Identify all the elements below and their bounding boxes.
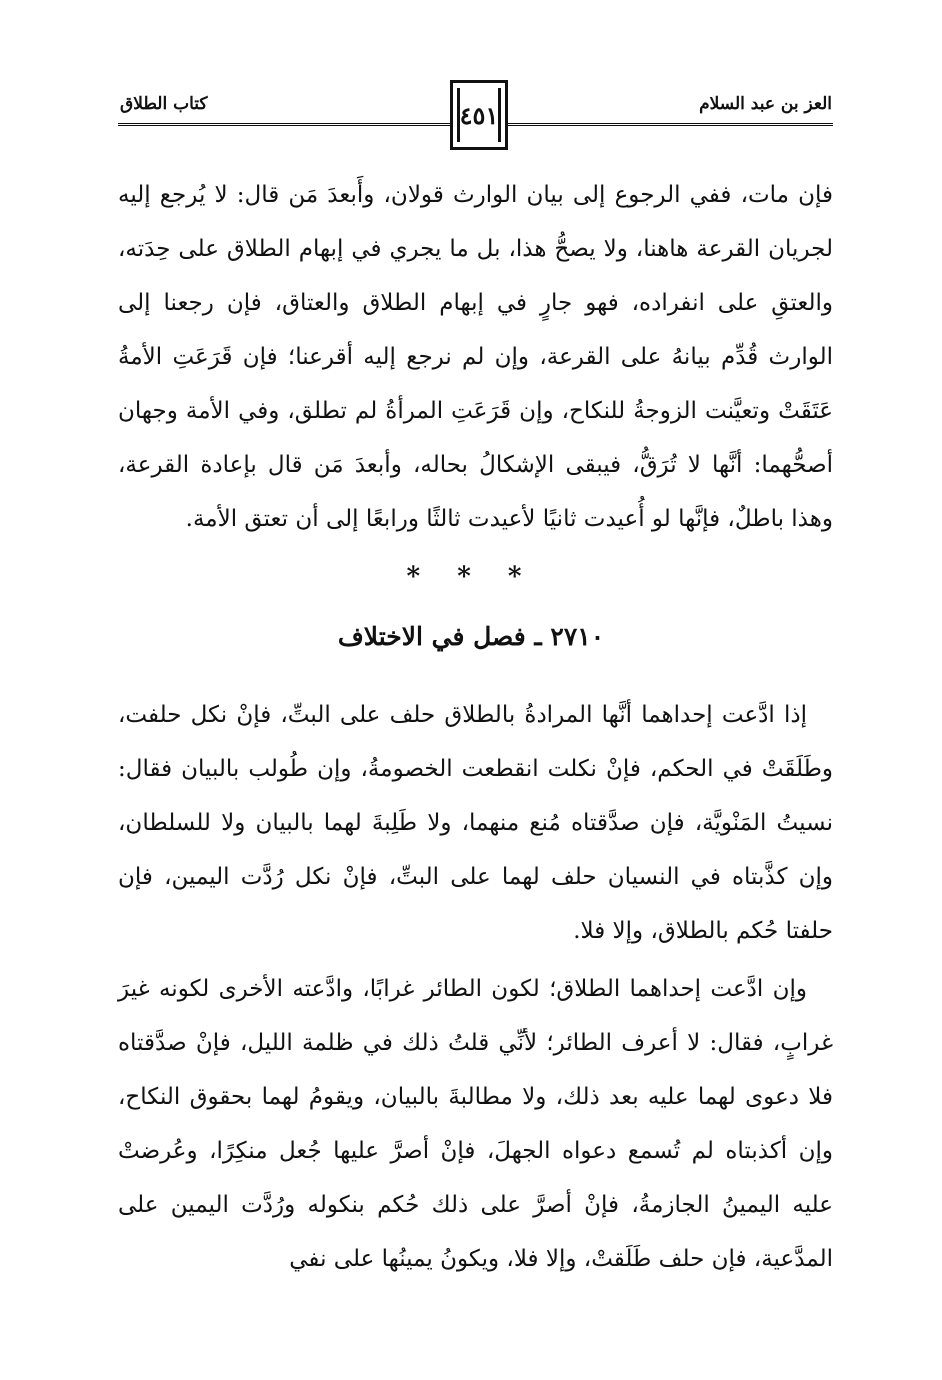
section-heading: ٢٧١٠ ـ فصل في الاختلاف <box>337 622 605 651</box>
paragraph-text: وإن ادَّعت إحداهما الطلاق؛ لكون الطائر غرابًا، وادَّعته الأخرى لكونه غيرَ غرابٍ، فقال: لا أعرف الطائر؛ لأنِّي قلتُ ذلك في ظلمة الليل، فإنْ صدَّقتاه فلا دعوى لهما عليه بعد ذلك، ولا مطالبةَ بالبيان، ويقومُ لهما بحقوق النكاح، وإن أكذبتاه لم تُسمع دعواه الجهلَ، فإنْ أصرَّ عليها جُعل منكِرًا، وعُرضتْ عليه اليمينُ الجازمةُ، فإنْ أصرَّ على ذلك حُكم بنكوله ورُدَّت اليمين على المدَّعية، فإن حلف طَلَقتْ، وإلا فلا، ويكونُ يمينُها على نفي <box>118 976 833 1272</box>
paragraph-1 <box>118 168 833 546</box>
section-separator: * * * <box>406 562 536 592</box>
header-rule-right <box>508 123 833 126</box>
header-rule-left <box>118 123 450 126</box>
page-header <box>0 80 942 170</box>
paragraph-text: فإن مات، ففي الرجوع إلى بيان الوارث قولان، وأَبعدَ مَن قال: لا يُرجع إليه لجريان القرعة هاهنا، ولا يصحُّ هذا، بل ما يجري في إبهام الطلاق على حِدَته، والعتقِ على انفراده، فهو جارٍ في إبهام الطلاق والعتاق، فإن رجعنا إلى الوارث قُدِّم بيانهُ على القرعة، وإن لم نرجع إليه أقرعنا؛ فإن قَرَعَتِ الأمةُ عَتَقَتْ وتعيَّنت الزوجةُ للنكاح، وإن قَرَعَتِ المرأةُ لم تطلق، وفي الأمة وجهان أصحُّهما: أنَّها لا تُرَقُّ، فيبقى الإشكالُ بحاله، وأبعدَ مَن قال بإعادة القرعة، وهذا باطلٌ، فإنَّها لو أُعيدت ثانيًا لأعيدت ثالثًا ورابعًا إلى أن تعتق الأمة. <box>118 182 833 532</box>
paragraph-text: إذا ادَّعت إحداهما أنَّها المرادةُ بالطلاق حلف على البتِّ، فإنْ نكل حلفت، وطَلَقَتْ في الحكم، فإنْ نكلت انقطعت الخصومةُ، وإن طُولب بالبيان فقال: نسيتُ المَنْويَّة، فإن صدَّقتاه مُنع منهما، ولا طَلِبةَ لهما بالبيان ولا للسلطان، وإن كذَّبتاه في النسيان حلف لهما على البتِّ، فإنْ نكل رُدَّت اليمين، فإن حلفتا حُكم بالطلاق، وإلا فلا. <box>118 702 833 944</box>
paragraph-3 <box>118 962 833 1286</box>
book-title: كتاب الطلاق <box>120 94 208 114</box>
page-number: ٤٥١ <box>450 80 508 150</box>
author-name: العز بن عبد السلام <box>699 94 832 114</box>
paragraph-2 <box>118 688 833 958</box>
